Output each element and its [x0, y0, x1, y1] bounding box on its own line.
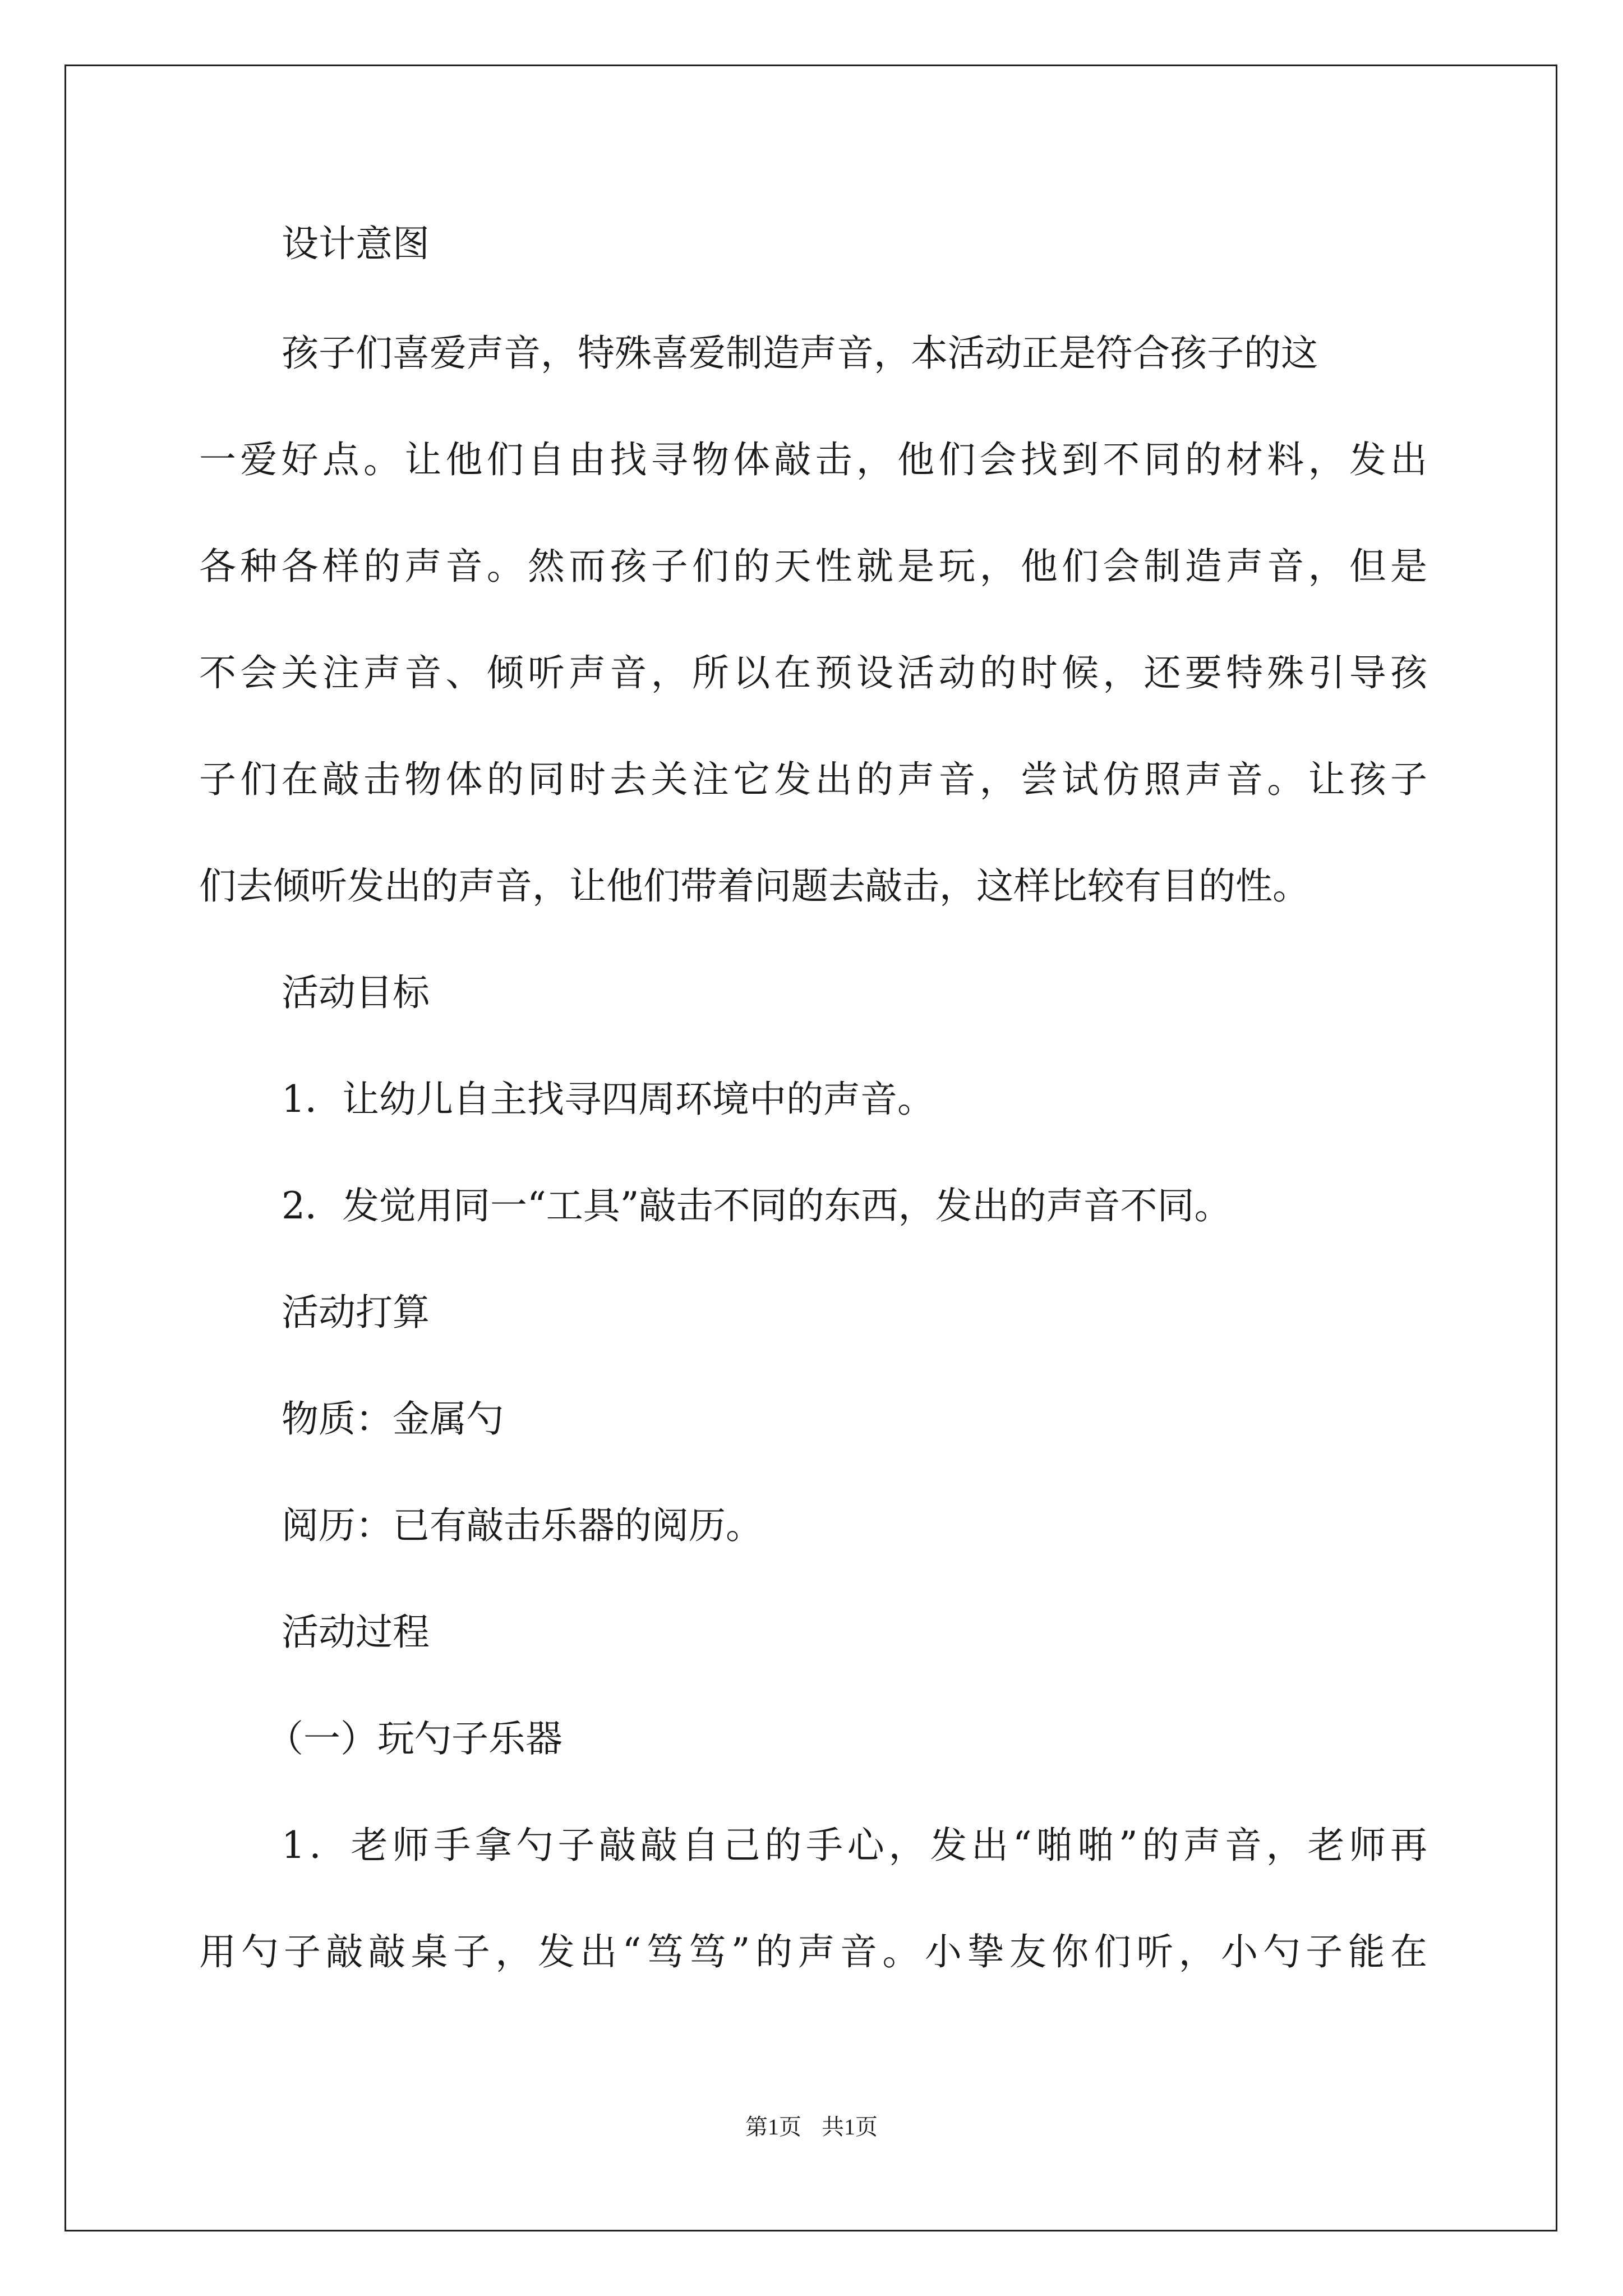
prep-materials: 物质：金属勺	[282, 1397, 504, 1441]
heading-activity-prep: 活动打算	[282, 1291, 430, 1334]
page-border	[64, 65, 1557, 2231]
page-number-total: 共1页	[822, 2114, 878, 2139]
page-number-current: 第1页	[745, 2114, 801, 2139]
heading-activity-process: 活动过程	[282, 1611, 430, 1654]
goal-item: 2．发觉用同一“工具”敲击不同的东西，发出的声音不同。	[282, 1184, 1232, 1227]
paragraph-line: 孩子们喜爱声音，特殊喜爱制造声音，本活动正是符合孩子的这	[282, 332, 1318, 375]
process-step-line: 1．老师手拿勺子敲敲自己的手心，发出“啪啪”的声音，老师再	[282, 1824, 1427, 1867]
process-section-title: （一）玩勺子乐器	[266, 1717, 562, 1760]
goal-item: 1．让幼儿自主找寻四周环境中的声音。	[282, 1078, 934, 1121]
heading-design-intent: 设计意图	[282, 222, 430, 265]
page-footer	[0, 2109, 1623, 2141]
paragraph-line: 各种各样的声音。然而孩子们的天性就是玩，他们会制造声音，但是	[199, 545, 1427, 588]
heading-activity-goals: 活动目标	[282, 971, 430, 1014]
paragraph-line: 子们在敲击物体的同时去关注它发出的声音，尝试仿照声音。让孩子	[199, 758, 1427, 801]
paragraph-line: 们去倾听发出的声音，让他们带着问题去敲击，这样比较有目的性。	[199, 864, 1310, 908]
process-step-line: 用勺子敲敲桌子，发出“笃笃”的声音。小挚友你们听，小勺子能在	[199, 1930, 1427, 1973]
paragraph-line: 一爱好点。让他们自由找寻物体敲击，他们会找到不同的材料，发出	[199, 438, 1427, 481]
prep-experience: 阅历：已有敲击乐器的阅历。	[282, 1504, 763, 1547]
paragraph-line: 不会关注声音、倾听声音，所以在预设活动的时候，还要特殊引导孩	[199, 651, 1427, 694]
